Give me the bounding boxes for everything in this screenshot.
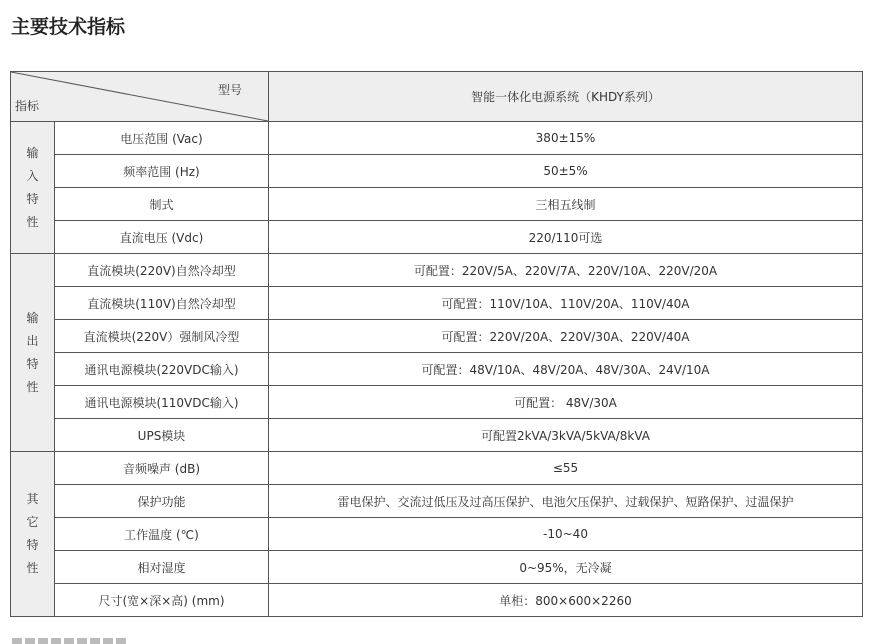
spec-item-cell: 直流电压 (Vdc): [55, 221, 269, 254]
spec-value-cell: 可配置：48V/10A、48V/20A、48V/30A、24V/10A: [269, 353, 863, 386]
spec-value-cell: 380±15%: [269, 122, 863, 155]
spec-item-cell: 相对湿度: [55, 551, 269, 584]
table-row: [11, 518, 863, 551]
spec-value-cell: 雷电保护、交流过低压及过高压保护、电池欠压保护、过载保护、短路保护、过温保护: [269, 485, 863, 518]
spec-item-cell: 直流模块(220V)自然冷却型: [55, 254, 269, 287]
table-row: [11, 287, 863, 320]
table-row: [11, 485, 863, 518]
spec-value-cell: -10~40: [269, 518, 863, 551]
group-cell-input-characteristics: [11, 122, 55, 254]
spec-item-cell: 通讯电源模块(110VDC输入): [55, 386, 269, 419]
spec-item-cell: 直流模块(110V)自然冷却型: [55, 287, 269, 320]
spec-item-cell: 工作温度 (℃): [55, 518, 269, 551]
table-row: [11, 320, 863, 353]
spec-item-cell: 制式: [55, 188, 269, 221]
cropped-text-fragment: [12, 634, 152, 644]
table-row: [11, 551, 863, 584]
table-row: [11, 221, 863, 254]
spec-item-cell: 电压范围 (Vac): [55, 122, 269, 155]
table-row: [11, 419, 863, 452]
spec-item-cell: 音频噪声 (dB): [55, 452, 269, 485]
spec-value-cell: 可配置： 48V/30A: [269, 386, 863, 419]
spec-table: [10, 71, 863, 617]
table-row: [11, 155, 863, 188]
spec-item-cell: 保护功能: [55, 485, 269, 518]
group-label: 输出特性: [26, 310, 39, 394]
table-row: [11, 122, 863, 155]
table-row: [11, 254, 863, 287]
corner-label-model: 型号: [217, 83, 242, 97]
table-header-row: [11, 72, 863, 122]
spec-value-cell: 可配置：110V/10A、110V/20A、110V/40A: [269, 287, 863, 320]
spec-value-cell: 50±5%: [269, 155, 863, 188]
spec-value-cell: 三相五线制: [269, 188, 863, 221]
spec-item-cell: 尺寸(宽×深×高) (mm): [55, 584, 269, 617]
group-label: 输入特性: [26, 145, 39, 229]
diagonal-header-cell: [11, 72, 269, 122]
spec-value-cell: 可配置：220V/5A、220V/7A、220V/10A、220V/20A: [269, 254, 863, 287]
table-row: [11, 584, 863, 617]
spec-item-cell: 频率范围 (Hz): [55, 155, 269, 188]
page-title: 主要技术指标: [11, 16, 126, 38]
spec-value-cell: ≤55: [269, 452, 863, 485]
table-row: [11, 353, 863, 386]
spec-item-cell: UPS模块: [55, 419, 269, 452]
table-row: [11, 452, 863, 485]
spec-value-cell: 单柜：800×600×2260: [269, 584, 863, 617]
spec-value-cell: 0~95%，无冷凝: [269, 551, 863, 584]
group-cell-output-characteristics: [11, 254, 55, 452]
spec-value-cell: 可配置：220V/20A、220V/30A、220V/40A: [269, 320, 863, 353]
corner-label-indicator: 指标: [15, 99, 40, 113]
spec-value-cell: 220/110可选: [269, 221, 863, 254]
table-row: [11, 386, 863, 419]
spec-item-cell: 直流模块(220V）强制风冷型: [55, 320, 269, 353]
model-header-cell: 智能一体化电源系统（KHDY系列）: [269, 72, 863, 122]
group-cell-other-characteristics: [11, 452, 55, 617]
spec-item-cell: 通讯电源模块(220VDC输入): [55, 353, 269, 386]
table-row: [11, 188, 863, 221]
group-label: 其它特性: [26, 492, 39, 575]
spec-value-cell: 可配置2kVA/3kVA/5kVA/8kVA: [269, 419, 863, 452]
